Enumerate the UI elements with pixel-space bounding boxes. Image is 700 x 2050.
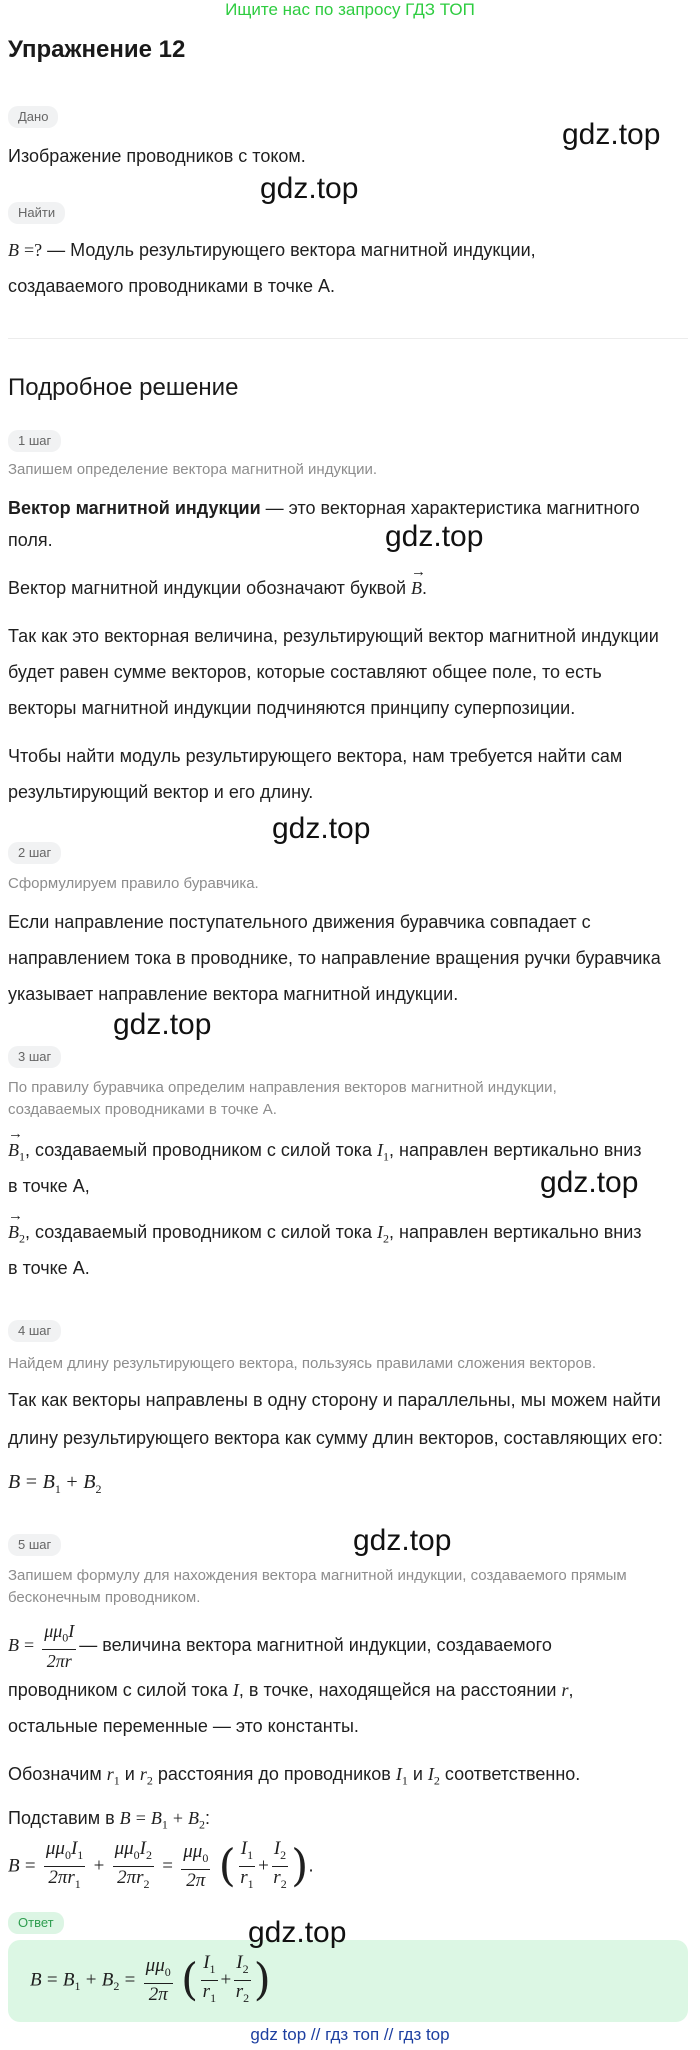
step-5-hint: Запишем формулу для нахождения вектора магнитной индукции, создаваемого прямым [8, 1567, 627, 1584]
step-5-text: остальные переменные — это константы. [8, 1716, 359, 1736]
solution-title: Подробное решение [8, 374, 239, 401]
step-1-text: Чтобы найти модуль результирующего вектора, нам требуется найти сам [8, 746, 623, 766]
step-3-text: → $B_1$, создаваемый проводником с силой тока $I_1$, направлен вертикально вниз [8, 1132, 688, 1175]
step-5-hint: бесконечным проводником. [8, 1589, 201, 1606]
step-3-hint: создаваемых проводниками в точке А. [8, 1101, 277, 1118]
divider [8, 338, 688, 339]
step-3-text: в точке А. [8, 1258, 90, 1278]
given-text: Изображение проводников с током. [8, 146, 306, 166]
step-5-text: Обозначим $r_1$ и $r_2$ расстояния до проводников $I_1$ и $I_2$ соответственно. [8, 1764, 581, 1788]
step-2-hint: Сформулируем правило буравчика. [8, 875, 259, 892]
footer-links[interactable]: gdz top // гдз топ // гдз top [250, 2025, 450, 2044]
watermark: gdz.top [113, 1008, 212, 1041]
step-1-text: Вектор магнитной индукции — это векторная характеристика магнитного [8, 498, 640, 518]
find-text-line2: создаваемого проводниками в точке А. [8, 276, 335, 296]
step-1-text: векторы магнитной индукции подчиняются принципу суперпозиции. [8, 698, 576, 718]
given-label: Дано [8, 106, 58, 128]
answer-formula: $B = B_1 + B_2$ = $\frac{\mu\mu_0}{2\pi}$ ( $\frac{I_1}{r_1}$ + $\frac{I_2}{r_2}$ ) [30, 1952, 271, 2006]
step-4-hint: Найдем длину результирующего вектора, пользуясь правилами сложения векторов. [8, 1355, 596, 1372]
step-3-text: в точке А, [8, 1176, 90, 1196]
step-4-text: длину результирующего вектора как сумму длин векторов, составляющих его: [8, 1428, 663, 1448]
step-5-text: Подставим в $B = B_1 + B_2$: [8, 1808, 211, 1832]
find-label: Найти [8, 202, 65, 224]
step-1-text: поля. [8, 530, 53, 550]
step-1-hint: Запишем определение вектора магнитной индукции. [8, 461, 378, 478]
step-2-text: направлением тока в проводнике, то направление вращения ручки буравчика [8, 948, 661, 968]
watermark: gdz.top [260, 172, 359, 205]
step-1-label: 1 шаг [8, 430, 61, 452]
step-1-text: будет равен сумме векторов, которые составляют общее поле, то есть [8, 662, 602, 682]
step-1-text: Вектор магнитной индукции обозначают буквой → B. [8, 570, 688, 606]
search-banner[interactable]: Ищите нас по запросу ГДЗ ТОП [225, 0, 475, 19]
watermark: gdz.top [353, 1524, 452, 1557]
page-title: Упражнение 12 [8, 36, 186, 63]
step-3-label: 3 шаг [8, 1046, 61, 1068]
formula-field: B = $\frac{\mu\mu_0I}{2\pi r}$ — величина вектора магнитной индукции, создаваемого [8, 1621, 552, 1672]
step-2-text: указывает направление вектора магнитной индукции. [8, 984, 459, 1004]
step-1-text: результирующий вектор и его длину. [8, 782, 314, 802]
step-2-label: 2 шаг [8, 842, 61, 864]
step-1-text: Так как это векторная величина, результирующий вектор магнитной индукции [8, 626, 659, 646]
formula-final: B = $\frac{\mu\mu_0I_1}{2\pi r_1}$ + $\frac{\mu\mu_0I_2}{2\pi r_2}$ = $\frac{\mu\mu_0}{2\pi}$ ( $\frac{I_1}{r_1}$ + $\frac{I_2}{r_2}$ ). [8, 1838, 314, 1892]
watermark: gdz.top [540, 1166, 639, 1199]
formula-sum: $B = B_1 + B_2$ [8, 1471, 102, 1496]
answer-label: Ответ [8, 1912, 64, 1934]
watermark: gdz.top [385, 520, 484, 553]
step-5-label: 5 шаг [8, 1534, 61, 1556]
step-5-text: проводником с силой тока I, в точке, находящейся на расстоянии r, [8, 1680, 574, 1700]
step-4-text: Так как векторы направлены в одну сторону и параллельны, мы можем найти [8, 1390, 661, 1410]
watermark: gdz.top [272, 812, 371, 845]
watermark: gdz.top [562, 118, 661, 151]
step-3-text: → $B_2$, создаваемый проводником с силой тока $I_2$, направлен вертикально вниз [8, 1214, 688, 1257]
find-text: B =? — Модуль результирующего вектора магнитной индукции, [8, 240, 536, 260]
step-3-hint: По правилу буравчика определим направления векторов магнитной индукции, [8, 1079, 557, 1096]
step-4-label: 4 шаг [8, 1320, 61, 1342]
watermark: gdz.top [248, 1916, 347, 1949]
step-2-text: Если направление поступательного движения буравчика совпадает с [8, 912, 591, 932]
